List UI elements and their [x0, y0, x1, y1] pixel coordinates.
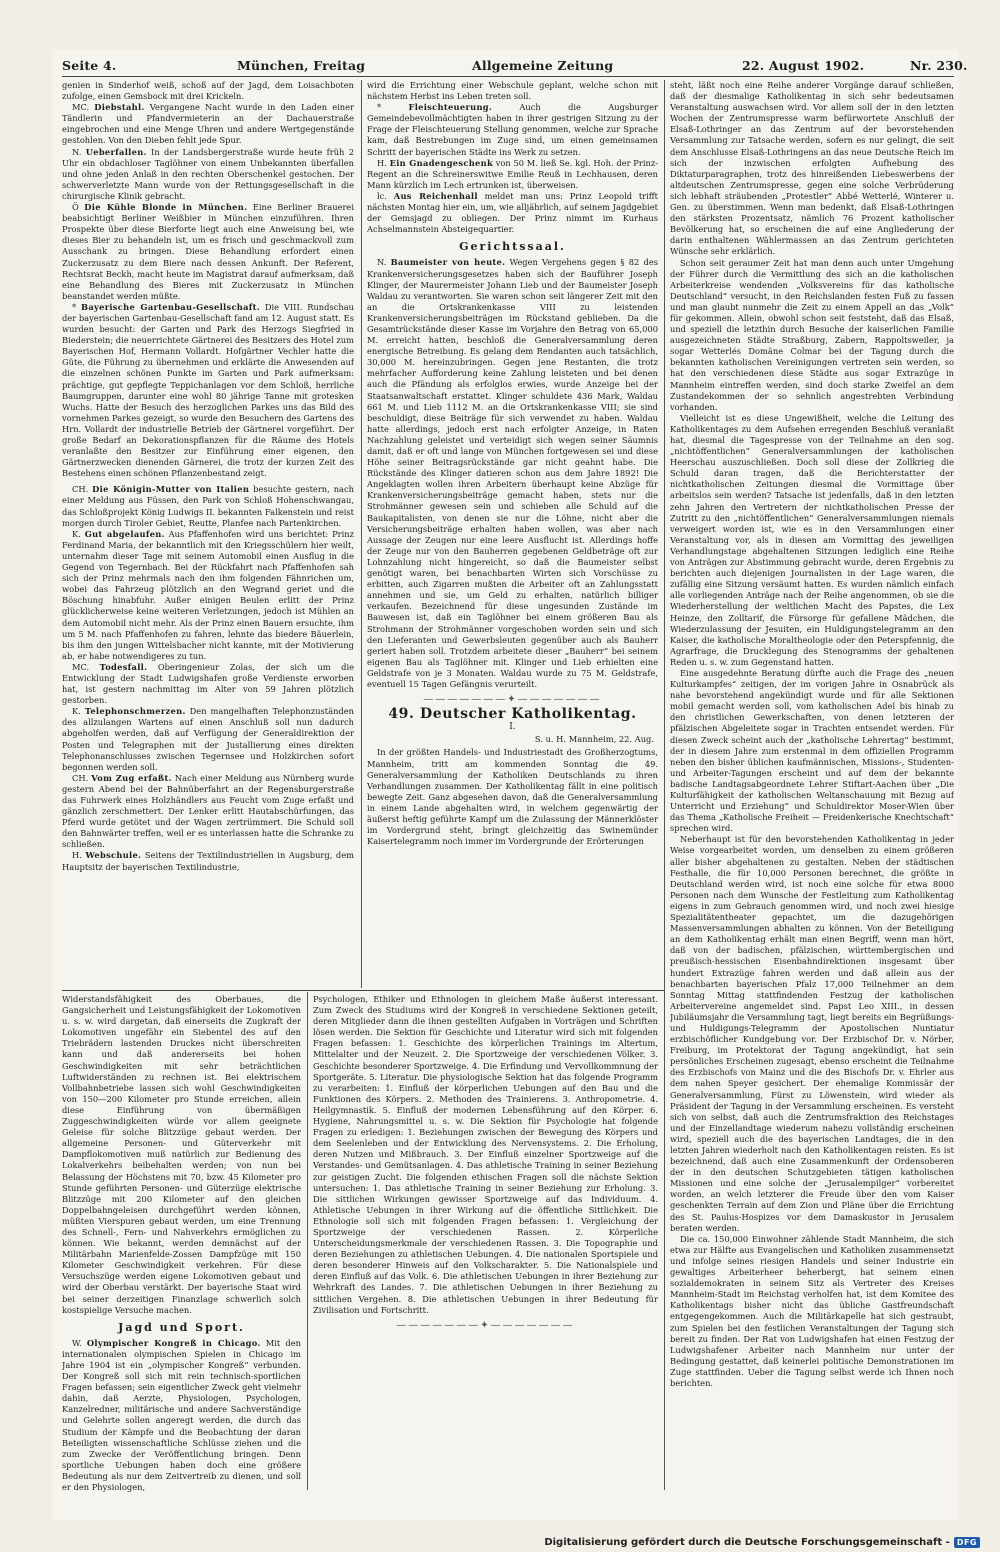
article-text: wird die Errichtung einer Webschule geplant, welche schon mit nächstem Herbst ins Leben treten soll. [367, 80, 658, 102]
article-item: N. Ueberfallen. In der Landsbergerstraße wurde heute früh 2 Uhr ein obdachloser Taglöhner von einem Unbekannten überfallen und ohne jeden Anlaß in den rechten Oberschenkel gestochen. Der schwerverletzte Mann wurde von der Rettungsgesellschaft in die chirurgische Klinik gebracht. [62, 146, 354, 201]
column-rule [664, 80, 665, 1490]
article-item: MC. Todesfall. Oberingenieur Zolas, der sich um die Entwicklung der Stadt Ludwigshafen große Verdienste erworben hat, ist gestern nachmittag im Alter von 59 Jahren plötzlich gestorben. [62, 661, 354, 706]
article-text: Psychologen, Ethiker und Ethnologen in gleichem Maße äußerst interessant. Zum Zweck des Studiums wird der Kongreß in verschiedene Sektionen geteilt, deren Mitglieder dann die ihnen gestellten Aufgaben in Vorträgen und Schriften lösen werden. Die Sektion für Geschichte und Literatur wird sich mit folgenden Fragen befassen: 1. Geschichte des körperlichen Trainings im Altertum, Mittelalter und der Neuzeit. 2. Die Sportzweige der verschiedenen Völker. 3. Geschichte besonderer Sportzweige. 4. Die Erfindung und Vervollkommnung der Sportgeräte. 5. Literatur. Die physiologische Sektion hat das folgende Programm zu verarbeiten: 1. Einfluß der körperlichen Uebungen auf den Bau und die Funktionen des Körpers. 2. Methoden des Trainierens. 3. Anthropometrie. 4. Heilgymnastik. 5. Einfluß der modernen Lebensführung auf den Körper. 6. Hygiene, Nahrungsmittel u. s. w. Die Sektion für Psychologie hat folgende Fragen zu erledigen: 1. Beziehungen zwischen der Bewegung des Körpers und dem Seelenleben und der Entwicklung des Nervensystems. 2. Die Erholung, deren Nutzen und Mißbrauch. 3. Der Einfluß einzelner Sportzweige auf die Verstandes- und Gemütsanlagen. 4. Das athletische Training in seiner Beziehung zur geistigen Zucht. Die folgenden ethischen Fragen soll die nächste Sektion untersuchen: 1. Das athletische Training in seiner Beziehung zur Erholung. 3. Die sittlichen Wirkungen gewisser Sportzweige auf das Individuum. 4. Athletische Uebungen in ihrer Wirkung auf die öffentliche Sittlichkeit. Die Ethnologie soll sich mit folgenden Fragen befassen: 1. Vergleichung der Sportzweige der verschiedenen Rassen. 2. Körperliche Unterscheidungsmerkmale der verschiedenen Rassen. 3. Die Topographie und deren Beziehungen zu athletischen Uebungen. 4. Die nationalen Sportspiele und deren besonderer Hinweis auf den Volkscharakter. 5. Die Nationalspiele und deren Einfluß auf das Volk. 6. Die athletischen Uebungen in ihrer Beziehung zur Wehrkraft des Landes. 7. Die athletischen Uebungen in ihrer Beziehung zu sittlichen Vergehen. 8. Die athletischen Uebungen in ihrer Bedeutung für Zivilisation und Fortschritt. [313, 994, 658, 1315]
issue-number: Nr. 230. [910, 58, 968, 73]
article-keyword: Ueberfallen. [85, 146, 147, 157]
column-middle [367, 80, 658, 990]
article-item: CH. Vom Zug erfaßt. Nach einer Meldung aus Nürnberg wurde gestern Abend bei der Bahnüberfahrt an der Regensburgerstraße das Fuhrwerk eines Holzhändlers aus Feucht vom Zuge erfaßt und gänzlich zerschmettert. Der Lenker erlitt Hautabschürfungen, das Pferd wurde getötet und der Wagen zertrümmert. Die Schuld soll den Bahnwärter treffen, weil er es unterlassen hatte die Schranke zu schließen. [62, 772, 354, 850]
dfg-logo: DFG [954, 1537, 980, 1548]
article-text: Vielleicht ist es diese Ungewißheit, welche die Leitung des Katholikentages zu dem Aufsehen erregenden Beschluß veranlaßt hat, diesmal die Tagespresse von der Teilnahme an den sog. „nichtöffentlichen“ Generalversammlungen der katholischen Heerschau auszuschließen. Doch soll diese der Zollkrieg die Schuld daran tragen, daß die Berichterstatter der nichtkatholischen Zeitungen diesmal die Vormittage über arbeitslos sein werden? Tatsache ist jedenfalls, daß in den letzten zehn Jahren den Vertretern der nichtkatholischen Presse der Zutritt zu den „nichtöffentlichen“ Generalversammlungen niemals verweigert worden ist, wie es in den Versammlungen einer Veranstaltung vor, als in diesen am Vormittag des jeweiligen Verhandlungstage abgehaltenen Sitzungen lediglich eine Reihe von Anträgen zur Abstimmung gebracht wurde, deren Ergebnis zu berichten auch diejenigen Journalisten in der Lage waren, die zufällig eine Sitzung versäumt hatten. Es wurden nämlich einfach alle vorliegenden Anträge nach der Reihe angenommen, ob sie die Wiederherstellung der weltlichen Macht des Papstes, die Lex Heinze, den Zolltarif, die Fürsorge für gefallene Mädchen, die Wiederzulassung der Jesuiten, ein Huldigungstelegramm an den Kaiser, die katholische Moraltheologie oder den Peterspfennig, die Agrarfrage, die Drucklegung des Stenogramms der gehaltenen Reden u. s. w. zum Gegenstand hatten. [670, 412, 954, 667]
article-keyword: Bayerische Gartenbau-Gesellschaft. [81, 301, 261, 312]
column-rule [307, 992, 308, 1490]
section-heading-court: Gerichtssaal. [459, 240, 566, 254]
article-text: In der größten Handels- und Industriestadt des Großherzogtums, Mannheim, tritt am kommenden Sonntag die 49. Generalversammlung der Katholiken Deutschlands zu ihren Verhandlungen zusammen. Der Katholikentag fällt in eine politisch bewegte Zeit. Ganz abgesehen davon, daß die Generalversammlung in einem Lande abgehalten wird, in welchem gegenwärtig der äußerst heftig geführte Kampf um die Zulassung der Männerklöster im Vordergrund steht, bringt gleichzeitig das Swinemünder Kaisertelegramm noch immer im Vordergrunde der Erörterungen [367, 747, 658, 847]
header-rule [62, 76, 954, 77]
newspaper-title: Allgemeine Zeitung [472, 58, 614, 73]
article-text: Widerstandsfähigkeit des Oberbaues, die Gangsicherheit und Leistungsfähigkeit der Lokomotiven u. s. w. wird dargetan, daß einerseits die Zugkraft der Lokomotiven ungefähr ein Siebentel des auf den Triebrädern lastenden Druckes nicht überschreiten kann und daß andererseits bei hohen Geschwindigkeiten mit sehr beträchtlichen Luftwiderständen zu rechnen ist. Bei elektrischem Vollbahnbetriebe lassen sich wohl Geschwindigkeiten von 150—200 Kilometer pro Stunde erreichen, allein diese Einführung von übermäßigen Zuggeschwindigkeiten würde vor allem geeignete Geleise für solche Blitzzüge gebaut werden. Der allgemeine Personen- und Güterverkehr mit Dampflokomotiven muß natürlich zur Bedienung des Lokalverkehrs beibehalten werden; von nun bei Belassung der Höchstens mit 70, bzw. 45 Kilometer pro Stunde geführten Personen- und Güterzüge elektrische Blitzzüge mit 200 Kilometer auf den gleichen Doppelbahngeleisen durchgeführt werden können, müßten Vierspuren gebaut werden, um eine Trennung des Schnell-, Fern- und Nahverkehrs ermöglichen zu können. Wie bekannt, werden demnächst auf der Militärbahn Marienfelde-Zossen Dampfzüge mit 150 Kilometer Geschwindigkeit verkehren. Für diese Versuchszüge werden eigene Lokomotiven gebaut und wird der Oberbau verstärkt. Der bayerische Staat wird bei seiner derzeitigen Finanzlage schwerlich solch kostspielige Versuche machen. [62, 994, 301, 1315]
article-keyword: Baumeister von heute. [390, 257, 506, 268]
article-keyword: Fleischteuerung. [408, 102, 493, 113]
ornament-divider: ———————✦——————— [396, 1319, 575, 1331]
article-keyword: Diebstahl. [94, 102, 145, 113]
article-keyword: Gut abgelaufen. [84, 528, 165, 539]
article-headline: 49. Deutscher Katholikentag. [388, 706, 637, 723]
article-keyword: Todesfall. [99, 661, 148, 672]
article-item: K. Gut abgelaufen. Aus Pfaffenhofen wird uns berichtet: Prinz Ferdinand Maria, der bekanntlich mit den Kriegsschülern hier weilt, unternahm dieser Tage mit seinem Automobil einen Ausflug in die Gegend von Tegernbach. Bei der Rückfahrt nach Pfaffenhofen sah sich der Prinz mehrmals nach den ihm folgenden Fähnrichen um, wobei das Fahrzeug plötzlich an den Wegrand geriet und die Böschung hinabfuhr. Außer einigen Beulen erlitt der Prinz glücklicherweise keine weiteren Verletzungen, jedoch ist Mühlen an dem Automobil nicht mehr. Als der Prinz einen Bauern ersuchte, ihm um 5 M. nach Pfaffenhofen zu fahren, lehnte das biedere Bäuerlein, bis ihm den jungen Wittelsbacher nicht kannte, mit der Motivierung ab, er habe notwendigeres zu tun. [62, 528, 354, 661]
article-item: * Fleischteuerung. Auch die Augsburger Gemeindebevollmächtigten haben in ihrer gestrigen Sitzung zu der Frage der Fleischteuerung Stellung genommen, welche zur Sprache kam, daß Bestrebungen im Zuge sind, um einen gemeinsamen Schritt der bayerischen Städte ins Werk zu setzen. [367, 102, 658, 157]
article-keyword: Webschule. [85, 850, 142, 861]
page-number: Seite 4. [62, 58, 117, 73]
section-rule [62, 990, 664, 991]
article-item: MC. Diebstahl. Vergangene Nacht wurde in den Laden einer Tändlerin und Pfandvermieterin an der Dachauerstraße eingebrochen und eine Menge Uhren und andere Wertgegenstände gestohlen. Von den Dieben fehlt jede Spur. [62, 102, 354, 146]
article-item: * Bayerische Gartenbau-Gesellschaft. Die VIII. Rundschau der bayerischen Gartenbau-Gesellschaft fand am 12. August statt. Es wurden besucht: der Garten und Park des Herzogs Siegfried in Biederstein; die neuerrichtete Gärtnerei des Besitzers des Hotel zum Bayerischen Hof, Hermann Vollardt. Hofgärtner Vechler hatte die Güte, die Führung zu übernehmen und erklärte die Anwesenden auf die einzelnen schönen Punkte im Garten und Park aufmerksam: prächtige, gut gepflegte Teppichanlagen vor dem Schloß, herrliche Baumgruppen, darunter eine wohl 80 jährige Tanne mit grotesken Wuchs. Hatte der Besuch des herzoglichen Parkes uns das Bild des vornehmen Parkes gezeigt, so wurde den Besuchern des Gartens des Hrn. Vollardt der industrielle Betrieb der Gärtnerei vorgeführt. Der große Bedarf an Dekorationspflanzen für die Räume des Hotels veranlaßte den Besitzer zur Einführung einer eigenen, den Gärtnerzwecken dienenden Gärnerei, die trotz der kurzen Zeit des Bestehens einen schönen Pflanzenbestand zeigt. [62, 301, 354, 479]
column-right [670, 80, 954, 1492]
article-keyword: Die Kühle Blonde in München. [84, 202, 248, 213]
dateline: S. u. H. Mannheim, 22. Aug. [534, 734, 654, 745]
place-and-day: München, Freitag [237, 58, 366, 73]
column-left [62, 80, 354, 990]
article-item: Ö Die Kühle Blonde in München. Eine Berliner Brauerei beabsichtigt Berliner Weißbier in München einzuführen. Ihren Prospekte über diese Bierforte liegt auch eine Anweisung bei, wie dieses Bier zu behandeln ist, um es frisch und geschmackvoll zum Ausschank zu bringen. Diese Behandlung erfordert einen Zuckerzusatz zu dem Biere nach dessen Ankunft. Der Referent, Rechtsrat Beckh, macht heute im Magistrat darauf aufmerksam, daß eine Behandlung des Bieres mit Zuckerzusatz in München beanstandet werden müßte. [62, 202, 354, 301]
article-text: steht, läßt noch eine Reihe anderer Vorgänge darauf schließen, daß der diesmalige Katholikentag in sich sehr bedeutsamen Veranstaltung auswachsen wird. Vor allem soll der in den letzten Wochen der Zentrumspresse warm befürwortete Anschluß der Elsaß-Lothringer an das Zentrum auf der bevorstehenden Versammlung zur Tatsache werden, sofern es nur gelingt, die seit dem Anschlusse Elsaß-Lothringens an das neue Deutsche Reich im sich der inzwischen erfolgten Aufhebung des Diktaturparagraphen, trotz des hinreißenden Liebeswerbens der altdeutschen Zentrumspresse, gegen eine solche Verbrüderung sich lebhaft sträubenden „Protestler“ Abbé Wetterlé, Winterer u. Gen. zu überstimmen. Wenn man bedenkt, daß Elsaß-Lothringen den stärksten Prozentsatz, nämlich 76 Prozent katholischer Bevölkerung hat, so erscheinen die auf eine Angliederung der darin enthaltenen Wählermassen an das Zentrum gerichteten Wünsche sehr erklärlich. [670, 80, 954, 257]
column-rule [361, 80, 362, 988]
article-text: Schon seit geraumer Zeit hat man denn auch unter Umgehung der Führer durch die Vermittlung des sich an die katholischen Arbeiterkreise wendenden „Volksvereins für das katholische Deutschland“ versucht, in den Reichslanden festen Fuß zu fassen und man glaubt nunmehr die Zeit zu einem Appell an das „Volk“ für gekommen. Allein, obwohl schon seit feststeht, daß das Elsaß, und speziell die letzthin durch Besuche der kaiserlichen Familie ausgezeichneten Städte Straßburg, Zabern, Rappoltsweiler, ja sogar Wetterlés Domäne Colmar bei der Tagung durch die bekannten katholischen Vereinigungen vertreten sein werden, so hat den verschiedenen diese Städte aus sogar Extrazüge in Mannheim eintreffen werden, sind doch starke Zweifel an dem Zustandekommen der so sehnlich angestrebten Verbindung vorhanden. [670, 257, 954, 412]
column-bottom-middle [313, 994, 658, 1492]
page-header [62, 56, 968, 76]
part-number: I. [509, 722, 516, 733]
article-item: CH. Die Königin-Mutter von Italien besuchte gestern, nach einer Meldung aus Füssen, den Park von Schloß Hohenschwangau, das Schloßprojekt König Ludwigs II. bekannten Falkenstein und reist morgen durch Tiroler Gebiet, Reutte, Planfee nach Partenkirchen. [62, 484, 354, 528]
ornament-divider: ———————✦——————— [423, 694, 602, 706]
article-keyword: Aus Reichenhall [393, 190, 478, 201]
digitization-credit [544, 1537, 980, 1548]
article-item: H. Webschule. Seitens der Textilindustriellen in Augsburg, dem Hauptsitz der bayerischen Textilindustrie, [62, 850, 354, 872]
article-text: Die ca. 150,000 Einwohner zählende Stadt Mannheim, die sich etwa zur Hälfte aus Evangelischen und Katholiken zusammensetzt und infolge seines riesigen Handels und seiner Industrie ein gewaltiges Arbeiterheer beherbergt, hat seinem einen sozialdemokraten in seinem Sitz als Vertreter des Kreises Mannheim-Stadt im Reichstag verholfen hat, ist dem Komitee des Katholikentags bisher nicht das übliche Gastfreundschaft entgegengekommen. Auch die Militärkapelle hat sich gestraubt, zum Spielen bei den festlichen Veranstaltungen der Tagung sich bereit zu finden. Der Rat von Ludwigshafen hat einen Festzug der Ludwigshafener Arbeiter nach Mannheim nur unter der Bedingung gestattet, daß keinerlei politische Demonstrationen im Zuge stattfinden. Ueber die Tagung selbst werde ich Ihnen noch berichten. [670, 1233, 954, 1388]
article-text: genien in Sinderhof weiß, schoß auf der Jagd, dem Loisachboten zufolge, einen Gemsbock mit drei Krickeln. [62, 80, 354, 102]
article-item: H. Ein Gnadengeschenk von 50 M. ließ Se. kgl. Hoh. der Prinz-Regent an die Schreinerswitwe Emilie Reuß in Lechhausen, deren Mann kürzlich im Lech ertrunken ist, überweisen. [367, 157, 658, 190]
article-keyword: Olympischer Kongreß in Chicago. [86, 1337, 261, 1348]
article-keyword: Die Königin-Mutter von Italien [92, 484, 250, 495]
article-text: Neberhaupt ist für den bevorstehenden Katholikentag in jeder Weise vorgearbeitet worden, um denselben zu einem größeren aller bisher abgehaltenen zu gestalten. Neben der städtischen Festhalle, die für 10,000 Personen berechnet, die größte in Deutschland werden wird, ist noch eine solche für etwa 8000 Personen nach dem Wunsche der Festleitung zum Katholikentag eigens in zum Gebrauch genommen wird, und noch zwei hiesige Spezialitätentheater gepachtet, um die dazugehörigen Massenversammlungen abhalten zu können. Von der Beteiligung an dem Katholikentag erhält man einen Begriff, wenn man hört, daß von der badischen, pfälzischen, württembergischen und preußisch-hessischen Eisenbahndirektionen insgesamt über hundert Extrazüge fahren werden und daß allein aus der benachbarten bayerischen Pfalz 17,000 Teilnehmer an dem Sonntag Mittag stattfindenden Festzug der katholischen Arbeitervereine angemeldet sind. Papst Leo XIII., in dessen Jubiläumsjahr die Versammlung tagt, liegt bereits ein Begrüßungs- und Huldigungs-Telegramm der Apostolischen Nuntiatur erzbischöflicher Kundgebung vor. Der Erzbischof Dr. v. Nörber, Freiburg, im Protektorat der Tagung angekündigt, hat sein persönliches Erscheinen zugesagt, ebenso erscheint die Teilnahme des Erzbischofs von Mainz und die des Bischofs Dr. v. Ehrler aus dem nahen Speyer gesichert. Der ehemalige Kommissär der Generalversammlung, Fürst zu Löwenstein, wird wieder als Präsident der Tagung in der Versammlung erscheinen. Es versteht sich von selbst, daß auch die Zentrumsfraktion des Reichstages und der Einzellandtage wiederum nahezu vollständig erscheinen wird, speziell auch die des bayerischen Landtages, die in den letzten Jahren wiederholt nach den Katholikentagen reisten. Es ist bezeichnend, daß auch eine Zusammenkunft der Ordensoberen der in den deutschen Schutzgebieten tätigen katholischen Missionen und eine solche der „Jerusalempilger“ vorbereitet worden, an welch letzterer die Freude über den vom Kaiser geschenkten Terrain auf dem Zion und Pläne über die Errichtung des St. Paulus-Hospizes vor dem Damaskustor in Jerusalem beraten werden. [670, 834, 954, 1233]
article-text: Eine ausgedehnte Beratung dürfte auch die Frage des „neuen Kulturkampfes“ zeitigen, der im vorigen Jahre in Osnabrück als nahe bevorstehend angekündigt wurde und für alle Sektionen mobil gemacht werden soll, vom katholischen Adel bis hinab zu den christlichen Gewerkschaften, von denen letzteren der pfälzischen Abgeleitete sogar in Trachten entsendet werden. Für diesen Zweck scheint auch der „katholische Lehrertag“ bestimmt, der in diesem Jahre zum erstenmal in dem offiziellen Programm neben den bisher üblichen kaufmännischen, Missions-, Studenten- und Arbeiter-Tagungen erscheint und auf dem der bekannte badische Landtagsabgeordnete Lehrer Stiftart-Aachen über „Die Kulturfähigkeit der katholischen Weltanschauung mit Bezug auf Unterricht und Erziehung“ und Schuldirektor Moser-Wien über das Thema „Katholische Freiheit — Freidenkerische Knechtschaft“ sprechen wird. [670, 667, 954, 834]
credit-text: Digitalisierung gefördert durch die Deutsche Forschungsgemeinschaft - [544, 1537, 950, 1548]
article-item: K. Telephonschmerzen. Den mangelhaften Telephonzuständen des allzulangen Wartens auf einen Anschluß soll nun dadurch abgeholfen werden, daß auf Verfügung der Generaldirektion der Posten und Telegraphen mit der Justallierung eines direkten Telephonanschlusses zwischen Tegernsee und Holzkirchen sofort begonnen werden soll. [62, 706, 354, 772]
article-item: lc. Aus Reichenhall meldet man uns: Prinz Leopold trifft nächsten Montag hier ein, um, wie alljährlich, auf seinem Jagdgebiet der Gemsjagd zu obliegen. Der Prinz nimmt im Kurhaus Achselmannstein Absteigequartier. [367, 190, 658, 235]
section-heading-sport: Jagd und Sport. [118, 1320, 245, 1334]
article-keyword: Ein Gnadengeschenk [389, 157, 493, 168]
article-keyword: Telephonschmerzen. [84, 706, 186, 717]
column-bottom-left [62, 994, 301, 1492]
issue-date: 22. August 1902. [742, 58, 865, 73]
article-item: W. Olympischer Kongreß in Chicago. Mit den internationalen olympischen Spielen in Chicago im Jahre 1904 ist ein „olympischer Kongreß“ verbunden. Der Kongreß soll sich mit rein technisch-sportlichen Fragen befassen; sein eigentlicher Zweck geht vielmehr dahin, daß Aerzte, Physiologen, Psychologen, Kanzelredner, militärische und andere Sachverständige und Gelehrte sollen angeregt werden, die durch das Studium der Kämpfe und die Beobachtung der daran Beteiligten wissenschaftliche Schlüsse ziehen und die zum Zwecke der Veröffentlichung bringen. Denn sportliche Uebungen haben doch eine größere Bedeutung als nur dem Zeitvertreib zu dienen, und soll er den Physiologen, [62, 1337, 301, 1492]
article-item: N. Baumeister von heute. Wegen Vergehens gegen § 82 des Krankenversicherungsgesetzes haben sich der Bauführer Joseph Klinger, der Maurermeister Johann Lieb und der Baumeister Joseph Waldau zu verantworten. Sie waren schon seit längerer Zeit mit den an die Ortskrankenkasse VIII zu leistenden Krankenversicherungsbeiträgen im Rückstand geblieben. Da die Gesamtrückstände dieser Kasse im Vorjahre den Betrag von 65,000 M. erreicht hatten, beschloß die Generalversammlung deren energische Betreibung. Es gelang dem Rendanten auch tatsächlich, 30,000 M. hereinzubringen. Gegen jene Restanten, die trotz mehrfacher Aufforderung keine Zahlung leisteten und bei denen auch die Pfändung als erfolglos erwies, wurde Anzeige bei der Staatsanwaltschaft erstattet. Klinger schuldete 436 Mark, Waldau 661 M. und Lieb 1112 M. an die Ortskrankenkasse VIII; sie sind beschuldigt, diese Beiträge für sich verwendet zu haben. Waldau hatte allerdings, jedoch erst nach erfolgter Anzeige, in Raten Nachzahlung geleistet und verteidigt sich wegen seiner Säumnis damit, daß er oft und lange von München fortgewesen sei und diese Höhe seiner Beitragsrückstände gar nicht geahnt habe. Die Rückstände des Klinger datieren schon aus dem Jahre 1892! Die Angeklagten wollen ihren Arbeitern überhaupt keine Abzüge für Krankenversicherungsbeiträge gemacht haben, stets nur die Strohmänner gewesen sein und schieben alle Schuld auf die Baukapitalisten, von denen sie nur die Löhne, nicht aber die Versicherungsbeiträge erhalten haben wollen, was aber nach Aussage der Zeugen nur eine leere Ausflucht ist. Allerdings hoffe der Zeuge nur von den Bauherren gegebenen Geldbeträge oft zur Lohnzahlung nicht hingereicht, so daß die Baumeister selbst genötigt waren, bei benachbarten Wirten sich Vorschüsse zu erbitten, auch Zigarren mußten die Arbeiter oft an Zahlungsstatt annehmen und sie, um Geld zu erhalten, natürlich billiger verkaufen. Bezeichnend für diese ungesunden Zustände im Bauwesen ist, daß ein Taglöhner bei einem größeren Bau als Strohmann der Strohmänner vorgeschoben worden sein und sich den Lieferanten und Gewerbsleuten gegenüber auch als Bauherr geriert haben soll. Trotzdem arbeitete dieser „Bauherr“ bei seinem eigenen Bau als Taglöhner mit. Klinger und Lieb erhielten eine Geldstrafe von je 3 Monaten. Waldau wurde zu 75 M. Geldstrafe, eventuell 15 Tagen Gefängnis verurteilt. [367, 257, 658, 689]
article-keyword: Vom Zug erfaßt. [91, 772, 172, 783]
